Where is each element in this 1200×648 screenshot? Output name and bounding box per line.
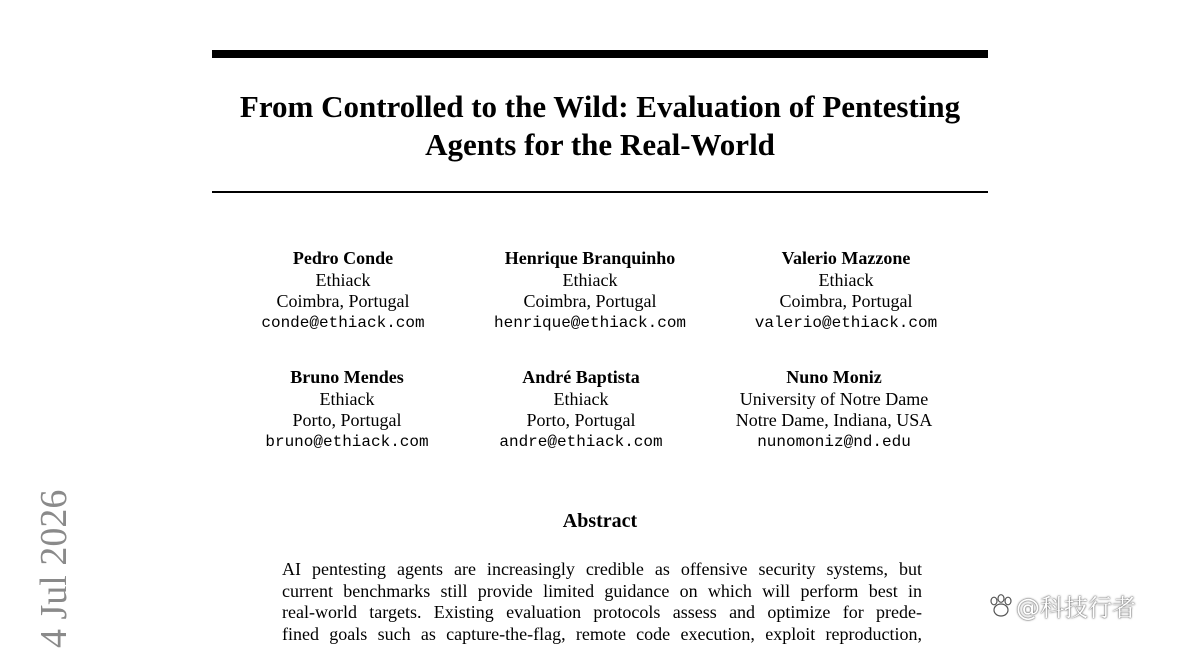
- abstract-body: [282, 559, 922, 645]
- author-affiliation: Ethiack: [553, 388, 609, 409]
- author-block: [716, 248, 976, 334]
- author-block: [460, 248, 720, 334]
- author-location: Notre Dame, Indiana, USA: [735, 410, 933, 430]
- author-name: André Baptista: [522, 367, 640, 387]
- paper-title: [200, 88, 1000, 164]
- author-email[interactable]: conde@ethiack.com: [261, 313, 425, 332]
- abstract-line: current benchmarks still provide limited guidance on which will perform best in: [282, 580, 922, 601]
- abstract-line: fined goals such as capture-the-flag, remote code execution, exploit reproduction,: [282, 623, 922, 644]
- author-affiliation: Ethiack: [818, 269, 874, 290]
- author-email[interactable]: bruno@ethiack.com: [265, 432, 429, 451]
- author-block: [217, 367, 477, 453]
- author-affiliation: Ethiack: [315, 269, 371, 290]
- author-location: Porto, Portugal: [292, 410, 402, 430]
- author-name: Bruno Mendes: [290, 367, 404, 387]
- title-rule: [212, 191, 988, 193]
- author-location: Coimbra, Portugal: [779, 291, 913, 311]
- title-line-2: Agents for the Real-World: [425, 127, 775, 162]
- author-affiliation: University of Notre Dame: [739, 388, 929, 409]
- top-rule: [212, 50, 988, 58]
- title-line-1: From Controlled to the Wild: Evaluation of Pentesting: [239, 89, 961, 124]
- watermark-text: @科技行者: [1016, 594, 1136, 622]
- author-affiliation: Ethiack: [319, 388, 375, 409]
- author-name: Nuno Moniz: [786, 367, 882, 387]
- author-name: Valerio Mazzone: [781, 248, 911, 268]
- author-email[interactable]: nunomoniz@nd.edu: [757, 432, 911, 451]
- author-email[interactable]: valerio@ethiack.com: [754, 313, 938, 332]
- watermark: [988, 588, 1136, 623]
- paw-icon: [988, 594, 1014, 618]
- author-location: Coimbra, Portugal: [276, 291, 410, 311]
- author-block: [451, 367, 711, 453]
- author-name: Pedro Conde: [292, 248, 394, 268]
- author-block: [704, 367, 964, 453]
- arxiv-side-stamp: 4 Jul 2026: [33, 489, 75, 648]
- abstract-line: AI pentesting agents are increasingly credible as offensive security systems, but: [282, 559, 922, 579]
- author-block: [213, 248, 473, 334]
- author-email[interactable]: andre@ethiack.com: [499, 432, 663, 451]
- author-name: Henrique Branquinho: [504, 248, 676, 268]
- author-email[interactable]: henrique@ethiack.com: [493, 313, 687, 332]
- author-location: Porto, Portugal: [526, 410, 636, 430]
- author-affiliation: Ethiack: [562, 269, 618, 290]
- author-location: Coimbra, Portugal: [523, 291, 657, 311]
- abstract-line: real-world targets. Existing evaluation protocols assess and optimize for prede-: [282, 602, 922, 622]
- abstract-heading: Abstract: [562, 510, 638, 532]
